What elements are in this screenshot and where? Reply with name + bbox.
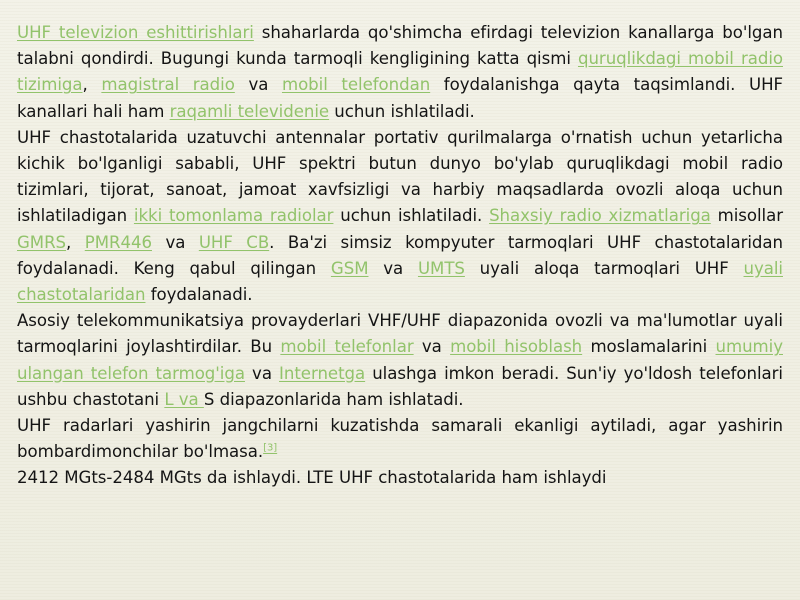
text: va (413, 337, 451, 357)
text: uchun ishlatiladi. (329, 101, 475, 121)
citation-ref (263, 443, 277, 454)
paragraph-telecom-providers (17, 308, 783, 413)
text: va (368, 258, 418, 278)
link-magistral-radio[interactable]: magistral radio (101, 75, 235, 95)
text: foydalanadi. (145, 285, 253, 305)
link-umts[interactable]: UMTS (417, 258, 465, 278)
document-body (17, 20, 783, 492)
text: Asosiy telekommunikatsiya provayderlari VHF/UHF diapazonida ovozli va ma'lumotlar uyali tarmoqlarini joylashtirdilar. Bu (17, 311, 783, 357)
link-mobil-telefondan[interactable]: mobil telefondan (281, 75, 431, 95)
link-uyali-chastotalaridan[interactable]: uyali chastotalaridan (17, 258, 783, 305)
paragraph-uhf-tv (17, 20, 783, 125)
link-ikki-tomonlama-radiolar[interactable]: ikki tomonlama radiolar (133, 206, 334, 226)
text: uchun ishlatiladi. (333, 206, 490, 226)
text: S diapazonlarida ham ishlatadi. (203, 389, 464, 409)
paragraph-frequency-range (17, 465, 783, 491)
link-gsm[interactable]: GSM (330, 258, 369, 278)
citation-link-3[interactable]: [3] (263, 442, 278, 454)
text: foydalanishga qayta taqsimlandi. UHF kanallari hali ham (17, 75, 784, 121)
link-l-va[interactable]: L va (164, 389, 204, 409)
text: shaharlarda qo'shimcha efirdagi televizion kanallarga bo'lgan talabni qondirdi. Bugungi kunda tarmoqli kengligining katta qismi (17, 23, 783, 69)
text: va (151, 232, 199, 252)
link-shaxsiy-radio-xizmatlariga[interactable]: Shaxsiy radio xizmatlariga (489, 206, 711, 226)
link-uhf-televizion-eshittirishlari[interactable]: UHF televizion eshittirishlari (17, 23, 254, 42)
text: va (244, 363, 280, 383)
link-internetga[interactable]: Internetga (279, 363, 366, 383)
link-quruqlikdagi-mobil-radio[interactable]: quruqlikdagi mobil radio tizimiga (17, 49, 783, 95)
link-mobil-hisoblash[interactable]: mobil hisoblash (450, 337, 583, 357)
link-gmrs[interactable]: GMRS (17, 232, 67, 252)
text: misollar (710, 206, 783, 226)
link-raqamli-televidenie[interactable]: raqamli televidenie (169, 101, 330, 121)
text: UHF radarlari yashirin jangchilarni kuzatishda samarali ekanligi aytiladi, agar yashirin bombardimonchilar bo'lmasa. (17, 416, 783, 462)
link-mobil-telefonlar[interactable]: mobil telefonlar (280, 337, 414, 357)
text: uyali aloqa tarmoqlari UHF (464, 258, 744, 278)
text: 2412 MGts-2484 MGts da ishlaydi. LTE UHF chastotalarida ham ishlaydi (17, 468, 607, 488)
text: moslamalarini (582, 337, 716, 357)
link-umumiy-ulangan-telefon-tarmogiga[interactable]: umumiy ulangan telefon tarmog'iga (17, 337, 783, 383)
text: , (66, 232, 85, 252)
paragraph-uhf-antennas (17, 125, 783, 308)
text: va (234, 75, 282, 95)
text: , (82, 75, 102, 95)
link-uhf-cb[interactable]: UHF CB (198, 232, 270, 252)
link-pmr446[interactable]: PMR446 (84, 232, 152, 252)
text: UHF chastotalarida uzatuvchi antennalar portativ qurilmalarga o'rnatish uchun yetarlicha kichik bo'lganligi sababli, UHF spektri butun dunyo bo'ylab quruqlikdagi mobil radio tizimlari, tijorat, sanoat, jamoat xavfsizligi va harbiy maqsadlarda ovozli aloqa uchun ishlatiladigan (17, 127, 783, 226)
paragraph-uhf-radars (17, 413, 783, 465)
text: . Ba'zi simsiz kompyuter tarmoqlari UHF chastotalaridan foydalanadi. Keng qabul qilingan (17, 232, 784, 278)
text: ulashga imkon beradi. Sun'iy yo'ldosh telefonlari ushbu chastotani (17, 363, 783, 409)
